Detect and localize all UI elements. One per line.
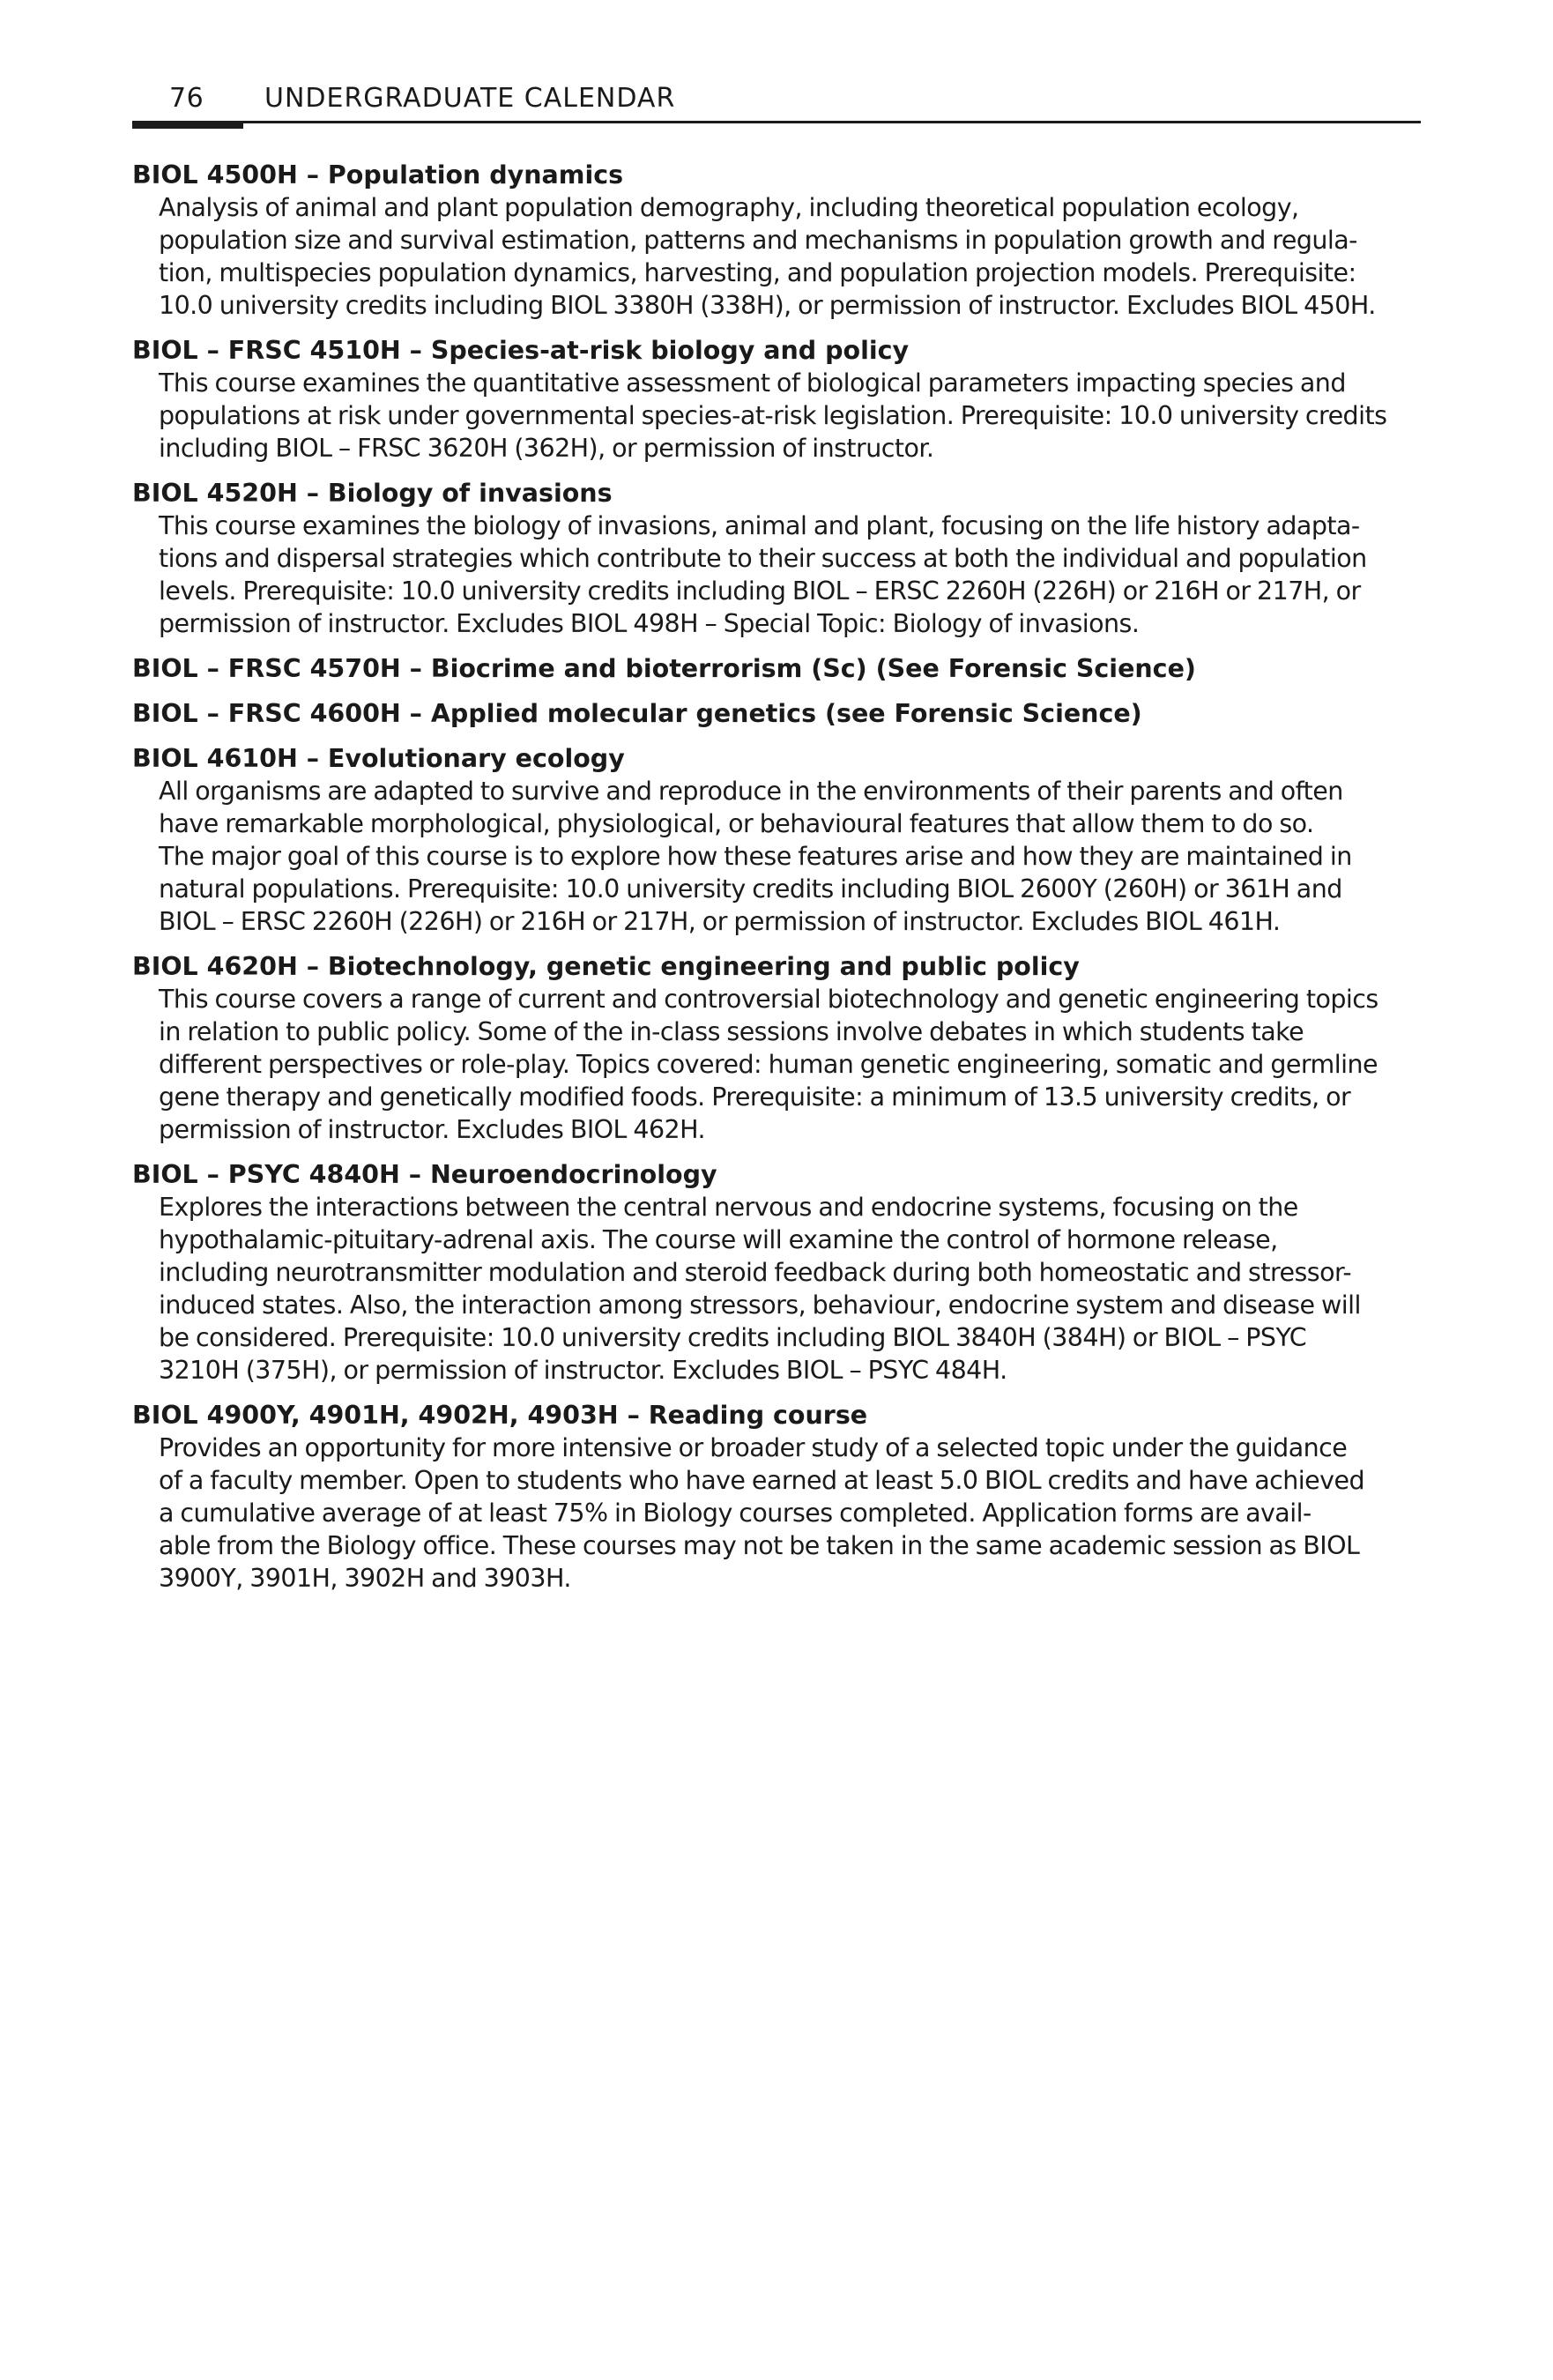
- description-line: 3900Y, 3901H, 3902H and 3903H.: [159, 1564, 571, 1593]
- course-description: [159, 191, 1421, 322]
- course-entry: [132, 477, 1421, 640]
- course-entry: [132, 950, 1421, 1146]
- course-description: [159, 983, 1421, 1146]
- description-line: The major goal of this course is to explore how these features arise and how they are maintained in: [159, 842, 1352, 871]
- description-line: gene therapy and genetically modified foods. Prerequisite: a minimum of 13.5 university credits, or: [159, 1082, 1351, 1112]
- description-line: Explores the interactions between the central nervous and endocrine systems, focusing on the: [159, 1193, 1298, 1222]
- description-line: populations at risk under governmental species-at-risk legislation. Prerequisite: 10.0 university credits: [159, 401, 1387, 430]
- course-entry: [132, 159, 1421, 322]
- description-line: able from the Biology office. These courses may not be taken in the same academic session as BIOL: [159, 1531, 1360, 1560]
- description-line: 3210H (375H), or permission of instructor. Excludes BIOL – PSYC 484H.: [159, 1356, 1007, 1385]
- description-line: This course covers a range of current and controversial biotechnology and genetic engineering topics: [159, 985, 1378, 1014]
- course-entry: [132, 334, 1421, 465]
- description-line: including BIOL – FRSC 3620H (362H), or permission of instructor.: [159, 434, 934, 463]
- course-title: BIOL – PSYC 4840H – Neuroendocrinology: [132, 1160, 717, 1189]
- course-entry: [132, 1399, 1421, 1595]
- page-header: [132, 72, 1421, 127]
- course-title: BIOL 4610H – Evolutionary ecology: [132, 744, 625, 773]
- course-entry: [132, 652, 1421, 685]
- description-line: of a faculty member. Open to students who have earned at least 5.0 BIOL credits and have achieved: [159, 1466, 1364, 1495]
- course-title: BIOL – FRSC 4600H – Applied molecular genetics (see Forensic Science): [132, 699, 1142, 728]
- description-line: population size and survival estimation, patterns and mechanisms in population growth and regula-: [159, 226, 1357, 255]
- description-line: tion, multispecies population dynamics, harvesting, and population projection models. Prerequisite:: [159, 258, 1356, 287]
- course-description: [159, 775, 1421, 938]
- description-line: All organisms are adapted to survive and reproduce in the environments of their parents and often: [159, 777, 1343, 806]
- course-title: BIOL 4900Y, 4901H, 4902H, 4903H – Reading course: [132, 1401, 868, 1430]
- course-title: BIOL 4620H – Biotechnology, genetic engineering and public policy: [132, 952, 1080, 981]
- course-description: [159, 509, 1421, 640]
- course-entry: [132, 697, 1421, 730]
- description-line: induced states. Also, the interaction among stressors, behaviour, endocrine system and disease will: [159, 1290, 1361, 1320]
- description-line: hypothalamic-pituitary-adrenal axis. The course will examine the control of hormone release,: [159, 1225, 1278, 1254]
- description-line: tions and dispersal strategies which contribute to their success at both the individual and population: [159, 544, 1367, 573]
- course-title: BIOL – FRSC 4570H – Biocrime and bioterrorism (Sc) (See Forensic Science): [132, 654, 1196, 683]
- header-tab-marker: [132, 121, 243, 129]
- course-title: BIOL 4520H – Biology of invasions: [132, 479, 613, 508]
- description-line: be considered. Prerequisite: 10.0 university credits including BIOL 3840H (384H) or BIOL – PSYC: [159, 1323, 1307, 1352]
- course-title: BIOL – FRSC 4510H – Species-at-risk biology and policy: [132, 336, 910, 365]
- course-entry: [132, 742, 1421, 938]
- page-number: 76: [169, 83, 204, 114]
- course-title: BIOL 4500H – Population dynamics: [132, 160, 624, 190]
- description-line: permission of instructor. Excludes BIOL 462H.: [159, 1115, 706, 1144]
- description-line: a cumulative average of at least 75% in Biology courses completed. Application forms are avail-: [159, 1499, 1312, 1528]
- course-entries: [132, 159, 1421, 1607]
- description-line: different perspectives or role-play. Topics covered: human genetic engineering, somatic and germline: [159, 1050, 1378, 1079]
- description-line: including neurotransmitter modulation and steroid feedback during both homeostatic and stressor-: [159, 1258, 1352, 1287]
- description-line: natural populations. Prerequisite: 10.0 university credits including BIOL 2600Y (260H) or 361H and: [159, 874, 1342, 904]
- description-line: This course examines the biology of invasions, animal and plant, focusing on the life history adapta-: [159, 511, 1360, 540]
- description-line: This course examines the quantitative assessment of biological parameters impacting species and: [159, 368, 1346, 398]
- description-line: BIOL – ERSC 2260H (226H) or 216H or 217H, or permission of instructor. Excludes BIOL 461H.: [159, 907, 1281, 936]
- course-description: [159, 1191, 1421, 1387]
- description-line: levels. Prerequisite: 10.0 university credits including BIOL – ERSC 2260H (226H) or 216H or 217H, or: [159, 576, 1361, 606]
- description-line: in relation to public policy. Some of the in-class sessions involve debates in which students take: [159, 1017, 1304, 1046]
- description-line: 10.0 university credits including BIOL 3380H (338H), or permission of instructor. Excludes BIOL 450H.: [159, 291, 1376, 320]
- header-rule: [132, 121, 1421, 123]
- course-description: [159, 1432, 1421, 1595]
- description-line: have remarkable morphological, physiological, or behavioural features that allow them to do so.: [159, 809, 1314, 838]
- running-title: UNDERGRADUATE CALENDAR: [264, 83, 676, 114]
- description-line: Provides an opportunity for more intensive or broader study of a selected topic under the guidance: [159, 1433, 1348, 1462]
- description-line: Analysis of animal and plant population demography, including theoretical population ecology,: [159, 193, 1299, 222]
- description-line: permission of instructor. Excludes BIOL 498H – Special Topic: Biology of invasions.: [159, 609, 1140, 638]
- course-entry: [132, 1158, 1421, 1387]
- course-description: [159, 367, 1421, 465]
